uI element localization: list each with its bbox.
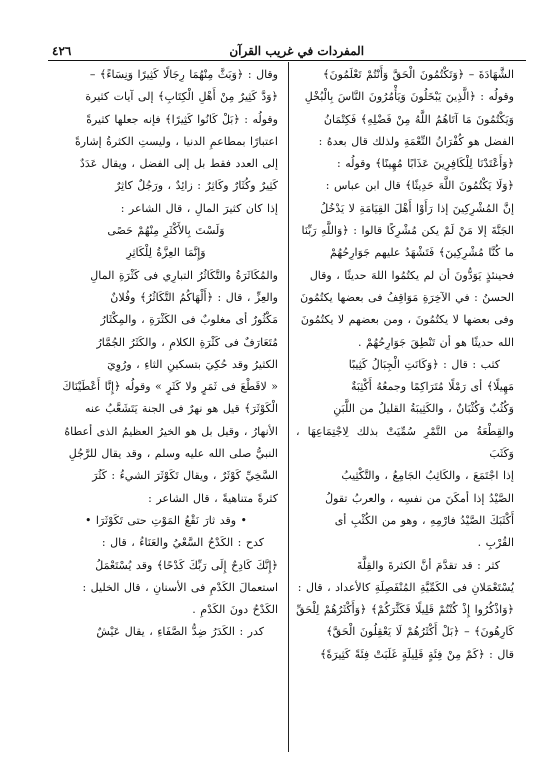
page-header bbox=[52, 36, 522, 58]
text-line: والعِزِّ ، قال : ﴿أَلْهَاكُمُ التَّكَاثُرُ﴾ وفُلانٌ bbox=[110, 290, 278, 304]
text-line: السَّخِيِّ كَوْثَرٌ ، ويقال تَكَوْثَرَ الشيءُ : كَثُرَ bbox=[92, 469, 278, 483]
text-line: الأنهارُ ، وقيل بل هو الخيرُ العظيمُ الذى أعطاهُ bbox=[64, 424, 278, 438]
text-line: القُرْبِ . bbox=[477, 536, 514, 550]
text-line: وفى بعضها لا يكتُمُونَ ، ومن بعضهم لا يكتُمُونَ bbox=[300, 313, 514, 327]
text-line: إذا كان كثيرَ المالِ ، قال الشاعر : bbox=[120, 201, 278, 215]
text-line: والمُكَاثَرَةُ والتَّكَاثُرُ التبارِي فى كَثْرَةِ المالِ bbox=[90, 268, 278, 282]
text-line: قال : ﴿كَمْ مِنْ فِئَةٍ قَلِيلَةٍ غَلَبَتْ فِئَةً كَثِيرَةً﴾ bbox=[320, 647, 514, 661]
text-line: النبيُّ صلى الله عليه وسلم ، وقد يقال للرَّجُلِ bbox=[68, 447, 278, 461]
text-line: الصَّيْدُ إذا أمكَنَ من نفسِه ، والعربُ تقولُ bbox=[325, 491, 514, 505]
text-line: مَهِيلًا﴾ أى رَمْلًا مُتَرَاكِمًا وجمعُهُ أَكْثِبَةٌ bbox=[351, 380, 514, 394]
text-line: ﴿وَأَعْتَدْنَا لِلْكَافِرِينَ عَذَابًا مُهِينًا﴾ وقولُه : bbox=[337, 157, 514, 171]
text-line: الشَّهَادَةَ – ﴿وَتَكْتُمُونَ الْحَقَّ وَأَنْتُمْ تَعْلَمُونَ﴾ bbox=[323, 68, 514, 81]
text-line: فحينئذٍ يَوَدُّونَ أن لم يكتُمُوا اللهَ حديثًا ، وقال bbox=[309, 268, 514, 282]
text-line: وقال : ﴿وَبَثَّ مِنْهُمَا رِجَالًا كَثِيرًا وَنِسَاءً﴾ – bbox=[89, 68, 278, 81]
page-number: ٤٢٦ bbox=[52, 44, 72, 58]
text-line: وَيَكْتُمُونَ مَا آتَاهُمُ اللَّهُ مِنْ فَضْلِهِ﴾ فَكِتْمَانُ bbox=[323, 112, 514, 126]
text-line: « لاقَطْعَ فى ثَمَرٍ ولا كَثَرٍ » وقولُه ﴿إِنَّا أَعْطَيْنَاكَ bbox=[62, 380, 278, 394]
text-line: يُسْتَعْمَلانِ فى الكَمِّيَّةِ المُنْفَصِلَةِ كالأعداد ، قال : bbox=[297, 580, 514, 594]
text-line: وقولُه : ﴿الَّذِينَ يَبْخَلُونَ وَيَأْمُرُونَ النَّاسَ بِالْبُخْلِ bbox=[304, 90, 514, 104]
text-line: ﴿وَاذْكُرُوا إِذْ كُنْتُمْ قَلِيلًا فَكَثَّرَكُمْ﴾ ﴿وَأَكْثَرُهُمْ لِلْحَقِّ bbox=[296, 603, 514, 617]
text-line: كَارِهُونَ﴾ – ﴿بَلْ أَكْثَرُهُمْ لَا يَعْقِلُونَ الْحَقَّ﴾ bbox=[326, 625, 514, 639]
text-line: الْكَوْثَرَ﴾ قيل هو نهرٌ فى الجنة يَتَشَعَّبُ عنه bbox=[84, 402, 278, 416]
text-line: الفضل هو كُفْرَانُ النِّعْمَةِ ولذلك قال بعدهُ : bbox=[318, 134, 514, 148]
text-line: أَكْثَبَكَ الصَّيْدُ فارْمِهِ ، وهو من الكُثْبِ أى bbox=[334, 513, 514, 527]
text-line: إلى العدد فقط بل إلى الفضل ، ويقال عَدَدٌ bbox=[79, 157, 278, 171]
text-line: وقولُه : ﴿بَلْ كَانُوا كَثِيرًا﴾ فإنه جعلها كثيرةً bbox=[86, 112, 278, 126]
text-line: • وقد ثارَ نَقْعُ المَوْتِ حتى تَكَوْثَرَا • bbox=[84, 513, 248, 527]
text-line: مُتَعَارَفٌ فى كَثْرَةِ الكلامِ ، والكَثَرُ الجُمَّارُ bbox=[96, 335, 278, 349]
right-text-column bbox=[296, 64, 514, 756]
text-line: وَإِنَّمَا العِزَّةُ لِلْكَاثِرِ bbox=[126, 246, 206, 260]
text-line: اعتبارًا بمطاعمِ الدنيا ، وليستِ الكثرةُ إشارةً bbox=[74, 134, 278, 148]
text-line: ﴿إِنَّكَ كَادِحٌ إِلَى رَبِّكَ كَدْحًا﴾ وقد يُسْتَعْمَلُ bbox=[95, 558, 278, 572]
running-title: المفردات في غريب القرآن bbox=[229, 44, 365, 58]
text-line: الكَدْحُ دونَ الكَدْمِ . bbox=[192, 603, 278, 617]
text-line: كثب : قال : ﴿وَكَانَتِ الْجِبَالُ كَثِيبًا bbox=[348, 357, 500, 371]
text-line: الله حديثًا هو أن تَنْطِقَ جَوَارِحُهُمْ . bbox=[358, 335, 514, 349]
text-line: الجَنَّةَ إلا مَنْ لَمْ يكن مُشْرِكًا قالوا : ﴿وَاللَّهِ رَبِّنَا bbox=[301, 224, 514, 238]
text-line: مَكْثُورٌ أى مغلوبٌ فى الكَثْرَةِ ، والمِكْثَارُ bbox=[100, 313, 278, 327]
text-line: وَلَسْتَ بِالأَكْثَرِ مِنْهُمْ حَصًى bbox=[107, 224, 225, 238]
text-line: والقِطْعَةُ من التَّمْرِ سُمِّيَتْ بذلك لِاجْتِمَاعِهَا ، وَكَثَبَ bbox=[296, 424, 514, 461]
text-line: إذا اجْتَمَعَ ، والكَاثِبُ الجَامِعُ ، والتَّكْثِيبُ bbox=[341, 469, 514, 483]
text-line: ما كُنَّا مُشْرِكِينَ﴾ فَتَشْهَدُ عليهم جَوَارِحُهُمْ bbox=[330, 246, 514, 260]
text-line: كثرةً متناهيةً ، قال الشاعر : bbox=[148, 491, 278, 505]
text-line: وَكُثُبٌ وَكُثْبَانٌ ، والكَثِيبَةُ القليلُ من اللَّبَنِ bbox=[333, 402, 514, 416]
text-line: إنَّ المُشْرِكِينَ إذا رَأَوْا أَهْلَ القِيَامَةِ لا يَدْخُلُ bbox=[320, 201, 514, 215]
text-line: كثر : قد تقدَّمَ أنَّ الكثرةَ والقِلَّةَ bbox=[356, 558, 500, 572]
text-line: ﴿وَدَّ كَثِيرٌ مِنْ أَهْلِ الْكِتَابِ﴾ إلى آيات كثيرة bbox=[85, 90, 278, 104]
text-line: كدح : الكَدْحُ السَّعْيُ والعَنَاءُ ، قال : bbox=[101, 536, 264, 550]
text-line: ﴿وَلَا يَكْتُمُونَ اللَّهَ حَدِيثًا﴾ قال ابن عباس : bbox=[325, 179, 514, 193]
text-line: كَثِيرٌ وكُثَارٌ وكَاثِرٌ : زائِدٌ ، ورَجُلٌ كاثِرٌ bbox=[115, 179, 278, 193]
column-divider bbox=[288, 62, 289, 752]
header-rule bbox=[48, 60, 526, 61]
left-text-column bbox=[54, 64, 278, 756]
text-line: الحسنُ : في الآخِرَةِ مَوَاقِفُ فى بعضها يكتُمُونَ bbox=[300, 290, 514, 304]
text-line: استعمالَ الكَدْمِ فى الأسنانِ ، قال الخليل : bbox=[82, 580, 278, 594]
text-line: كدر : الكَدَرُ ضِدُّ الصَّفَاءِ ، يقال عَيْشٌ bbox=[96, 625, 264, 639]
text-line: الكثيرُ وقد حُكِيَ بتسكينِ الثاءِ ، ورُوِيَ bbox=[107, 357, 278, 371]
